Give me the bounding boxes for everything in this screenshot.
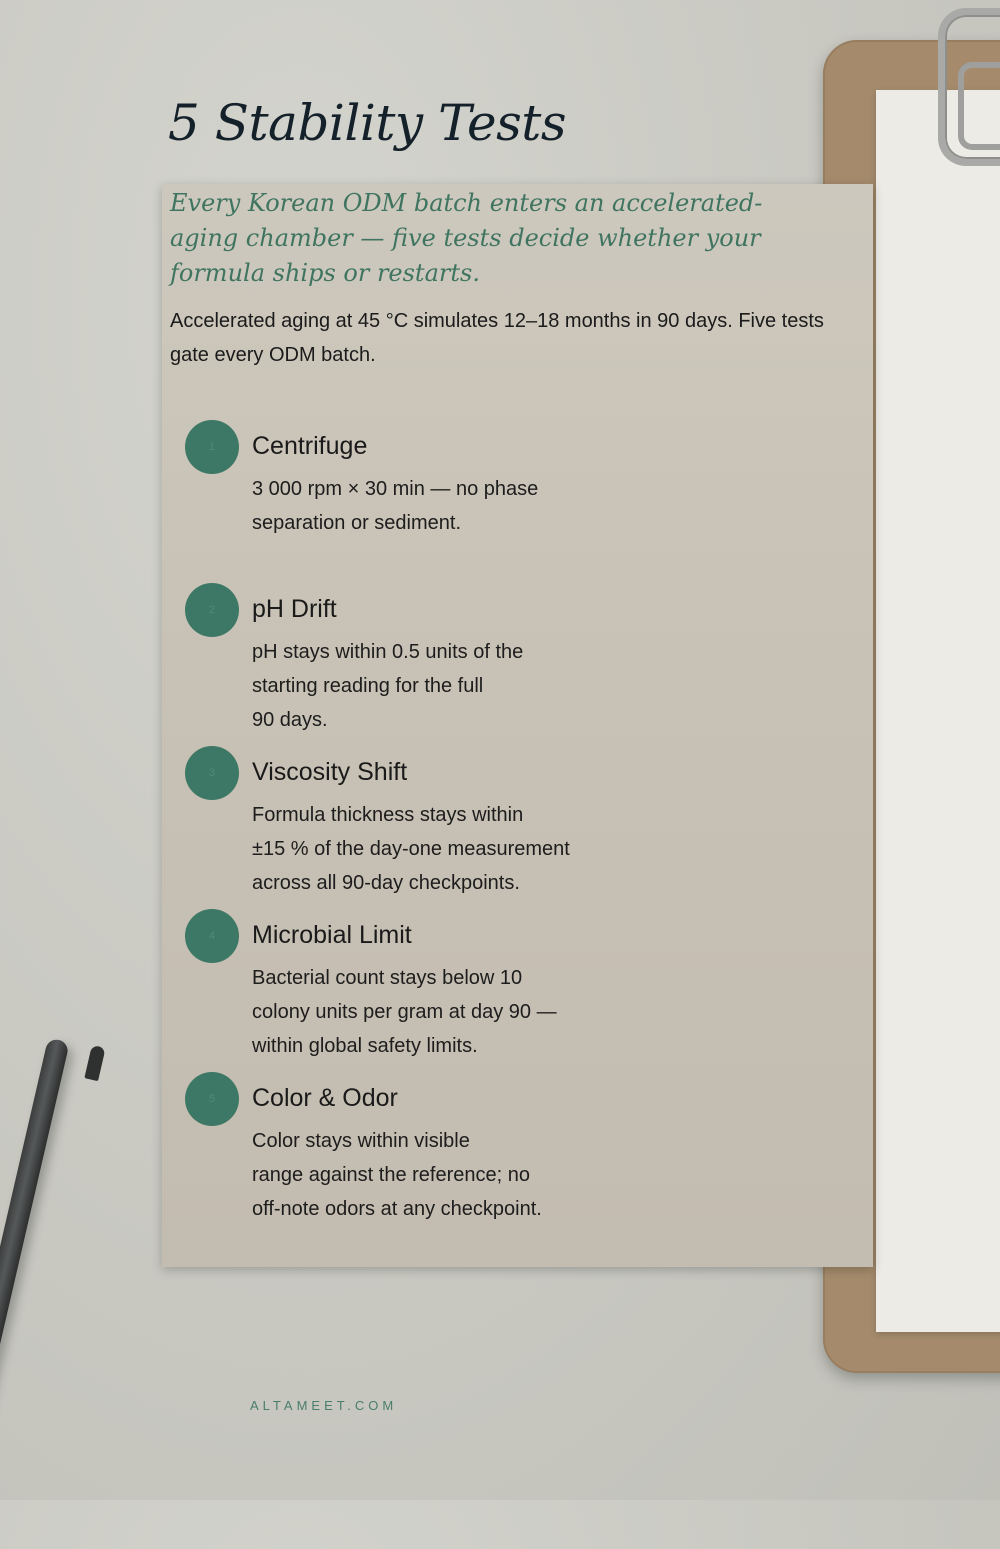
- test-number-badge: 4: [185, 909, 239, 963]
- test-title: pH Drift: [252, 595, 337, 623]
- clipboard-clip-inner: [958, 62, 1000, 150]
- test-title: Viscosity Shift: [252, 758, 408, 786]
- pen: [0, 1038, 70, 1549]
- subtitle: Every Korean ODM batch enters an accelerated-aging chamber — five tests decide whether your formula ships or restarts.: [170, 189, 763, 287]
- clipboard-paper: [876, 90, 1000, 1332]
- test-title: Microbial Limit: [252, 921, 412, 949]
- test-description: Color stays within visible range against the reference; no off-note odors at any checkpoint.: [252, 1130, 542, 1220]
- test-number-badge: 2: [185, 583, 239, 637]
- test-description: Formula thickness stays within ±15 % of the day-one measurement across all 90-day checkpoints.: [252, 804, 570, 894]
- pen-tip: [84, 1045, 105, 1081]
- intro-text: Accelerated aging at 45 °C simulates 12–18 months in 90 days. Five tests gate every ODM batch.: [170, 310, 824, 366]
- test-number-badge: 3: [185, 746, 239, 800]
- test-title: Centrifuge: [252, 432, 368, 460]
- test-number-badge: 5: [185, 1072, 239, 1126]
- test-description: 3 000 rpm × 30 min — no phase separation or sediment.: [252, 478, 539, 534]
- test-description: pH stays within 0.5 units of the starting reading for the full 90 days.: [252, 641, 524, 731]
- test-number-badge: 1: [185, 420, 239, 474]
- page-title: 5 Stability Tests: [168, 94, 567, 152]
- test-title: Color & Odor: [252, 1084, 398, 1112]
- footer-website-link[interactable]: ALTAMEET.COM: [250, 1398, 398, 1413]
- test-description: Bacterial count stays below 10 colony units per gram at day 90 — within global safety limits.: [252, 967, 557, 1057]
